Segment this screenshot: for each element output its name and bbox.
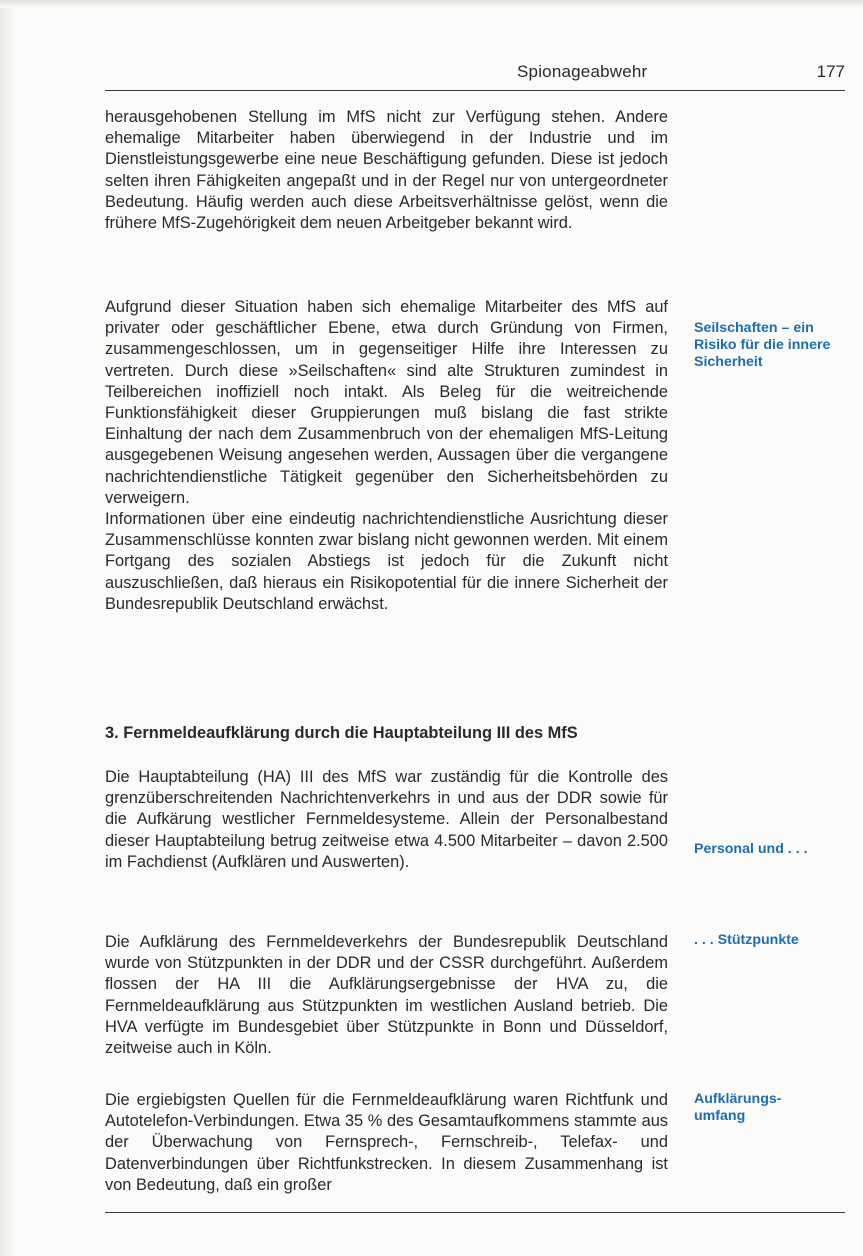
section-heading: 3. Fernmeldeaufklärung durch die Hauptabteilung III des MfS [105,724,578,742]
paragraph-text: herausgehobenen Stellung im MfS nicht zur Verfügung stehen. Andere ehemalige Mitarbeiter haben überwiegend in der Industrie und im Dienstleistungsgewerbe eine neue Beschäftigung gefunden. Diese ist jedoch selten ihren Fähigkeiten angepaßt und in der Regel nur von untergeordneter Bedeutung. Häufig werden auch diese Arbeitsverhältnisse gelöst, wenn die frühere MfS-Zugehörigkeit dem neuen Arbeitgeber bekannt wird. [105,108,668,233]
paragraph-5 [105,932,668,1059]
margin-note-personal: Personal und . . . [694,841,808,857]
paragraph-4 [105,767,668,873]
running-title: Spionageabwehr [517,62,648,81]
margin-note-stuetzpunkte: . . . Stützpunkte [694,932,799,948]
footer-rule [105,1212,845,1213]
paragraph-text: Aufgrund dieser Situation haben sich ehemalige Mitarbeiter des MfS auf privater oder geschäftlicher Ebene, etwa durch Gründung von Firmen, zusammengeschlossen, um in gegenseitiger Hilfe ihre Interessen zu vertreten. Durch diese »Seilschaften« sind alte Strukturen zumindest in Teilbereichen inoffiziell noch intakt. Als Beleg für die weitreichende Funktionsfähigkeit dieser Gruppierungen muß bislang die fast strikte Einhaltung der nach dem Zusammenbruch von der ehemaligen MfS-Leitung ausgegebenen Weisung angesehen werden, Aussagen über die vergangene nachrichtendienstliche Tätigkeit gegenüber den Sicherheitsbehörden zu verweigern. [105,298,668,507]
margin-note-seilschaften: Seilschaften – ein Risiko für die innere Sicherheit [694,320,831,370]
page-number: 177 [816,62,845,81]
page-edge-shadow [0,0,16,1256]
paragraph-text: Die Hauptabteilung (HA) III des MfS war zuständig für die Kontrolle des grenzüberschreitenden Nachrichtenverkehrs in und aus der DDR sowie für die Aufkärung westlicher Fernmeldesysteme. Allein der Personalbestand dieser Hauptabteilung betrug zeitweise etwa 4.500 Mitarbeiter – davon 2.500 im Fachdienst (Aufklären und Auswerten). [105,768,668,871]
paragraph-text: Die Aufklärung des Fernmeldeverkehrs der Bundesrepublik Deutschland wurde von Stützpunkten in der DDR und der CSSR durchgeführt. Außerdem flossen der HA III die Aufklärungsergebnisse der HVA zu, die Fernmeldeaufklärung aus Stützpunkten im westlichen Ausland betrieb. Die HVA verfügte im Bundesgebiet über Stützpunkte in Bonn und Düsseldorf, zeitweise auch in Köln. [105,933,668,1058]
header-rule [105,90,845,91]
top-edge-shadow [0,0,863,8]
paragraph-6 [105,1090,668,1196]
margin-note-aufklaerungsumfang: Aufklärungs-umfang [694,1091,782,1124]
paragraph-text: Die ergiebigsten Quellen für die Fernmeldeaufklärung waren Richtfunk und Autotelefon-Verbindungen. Etwa 35 % des Gesamtaufkommens stammte aus der Überwachung von Fernsprech-, Fernschreib-, Telefax- und Datenverbindungen über Richtfunkstrecken. In diesem Zusammenhang ist von Bedeutung, daß ein großer [105,1091,668,1194]
running-header [105,60,845,88]
paragraph-2 [105,297,668,615]
paragraph-text: Informationen über eine eindeutig nachrichtendienstliche Ausrichtung dieser Zusammenschlüsse konnten zwar bislang nicht gewonnen werden. Mit einem Fortgang des sozialen Abstiegs ist jedoch für die Zukunft nicht auszuschließen, daß hieraus ein Risikopotential für die innere Sicherheit der Bundesrepublik Deutschland erwächst. [105,510,668,613]
paragraph-1 [105,107,668,234]
